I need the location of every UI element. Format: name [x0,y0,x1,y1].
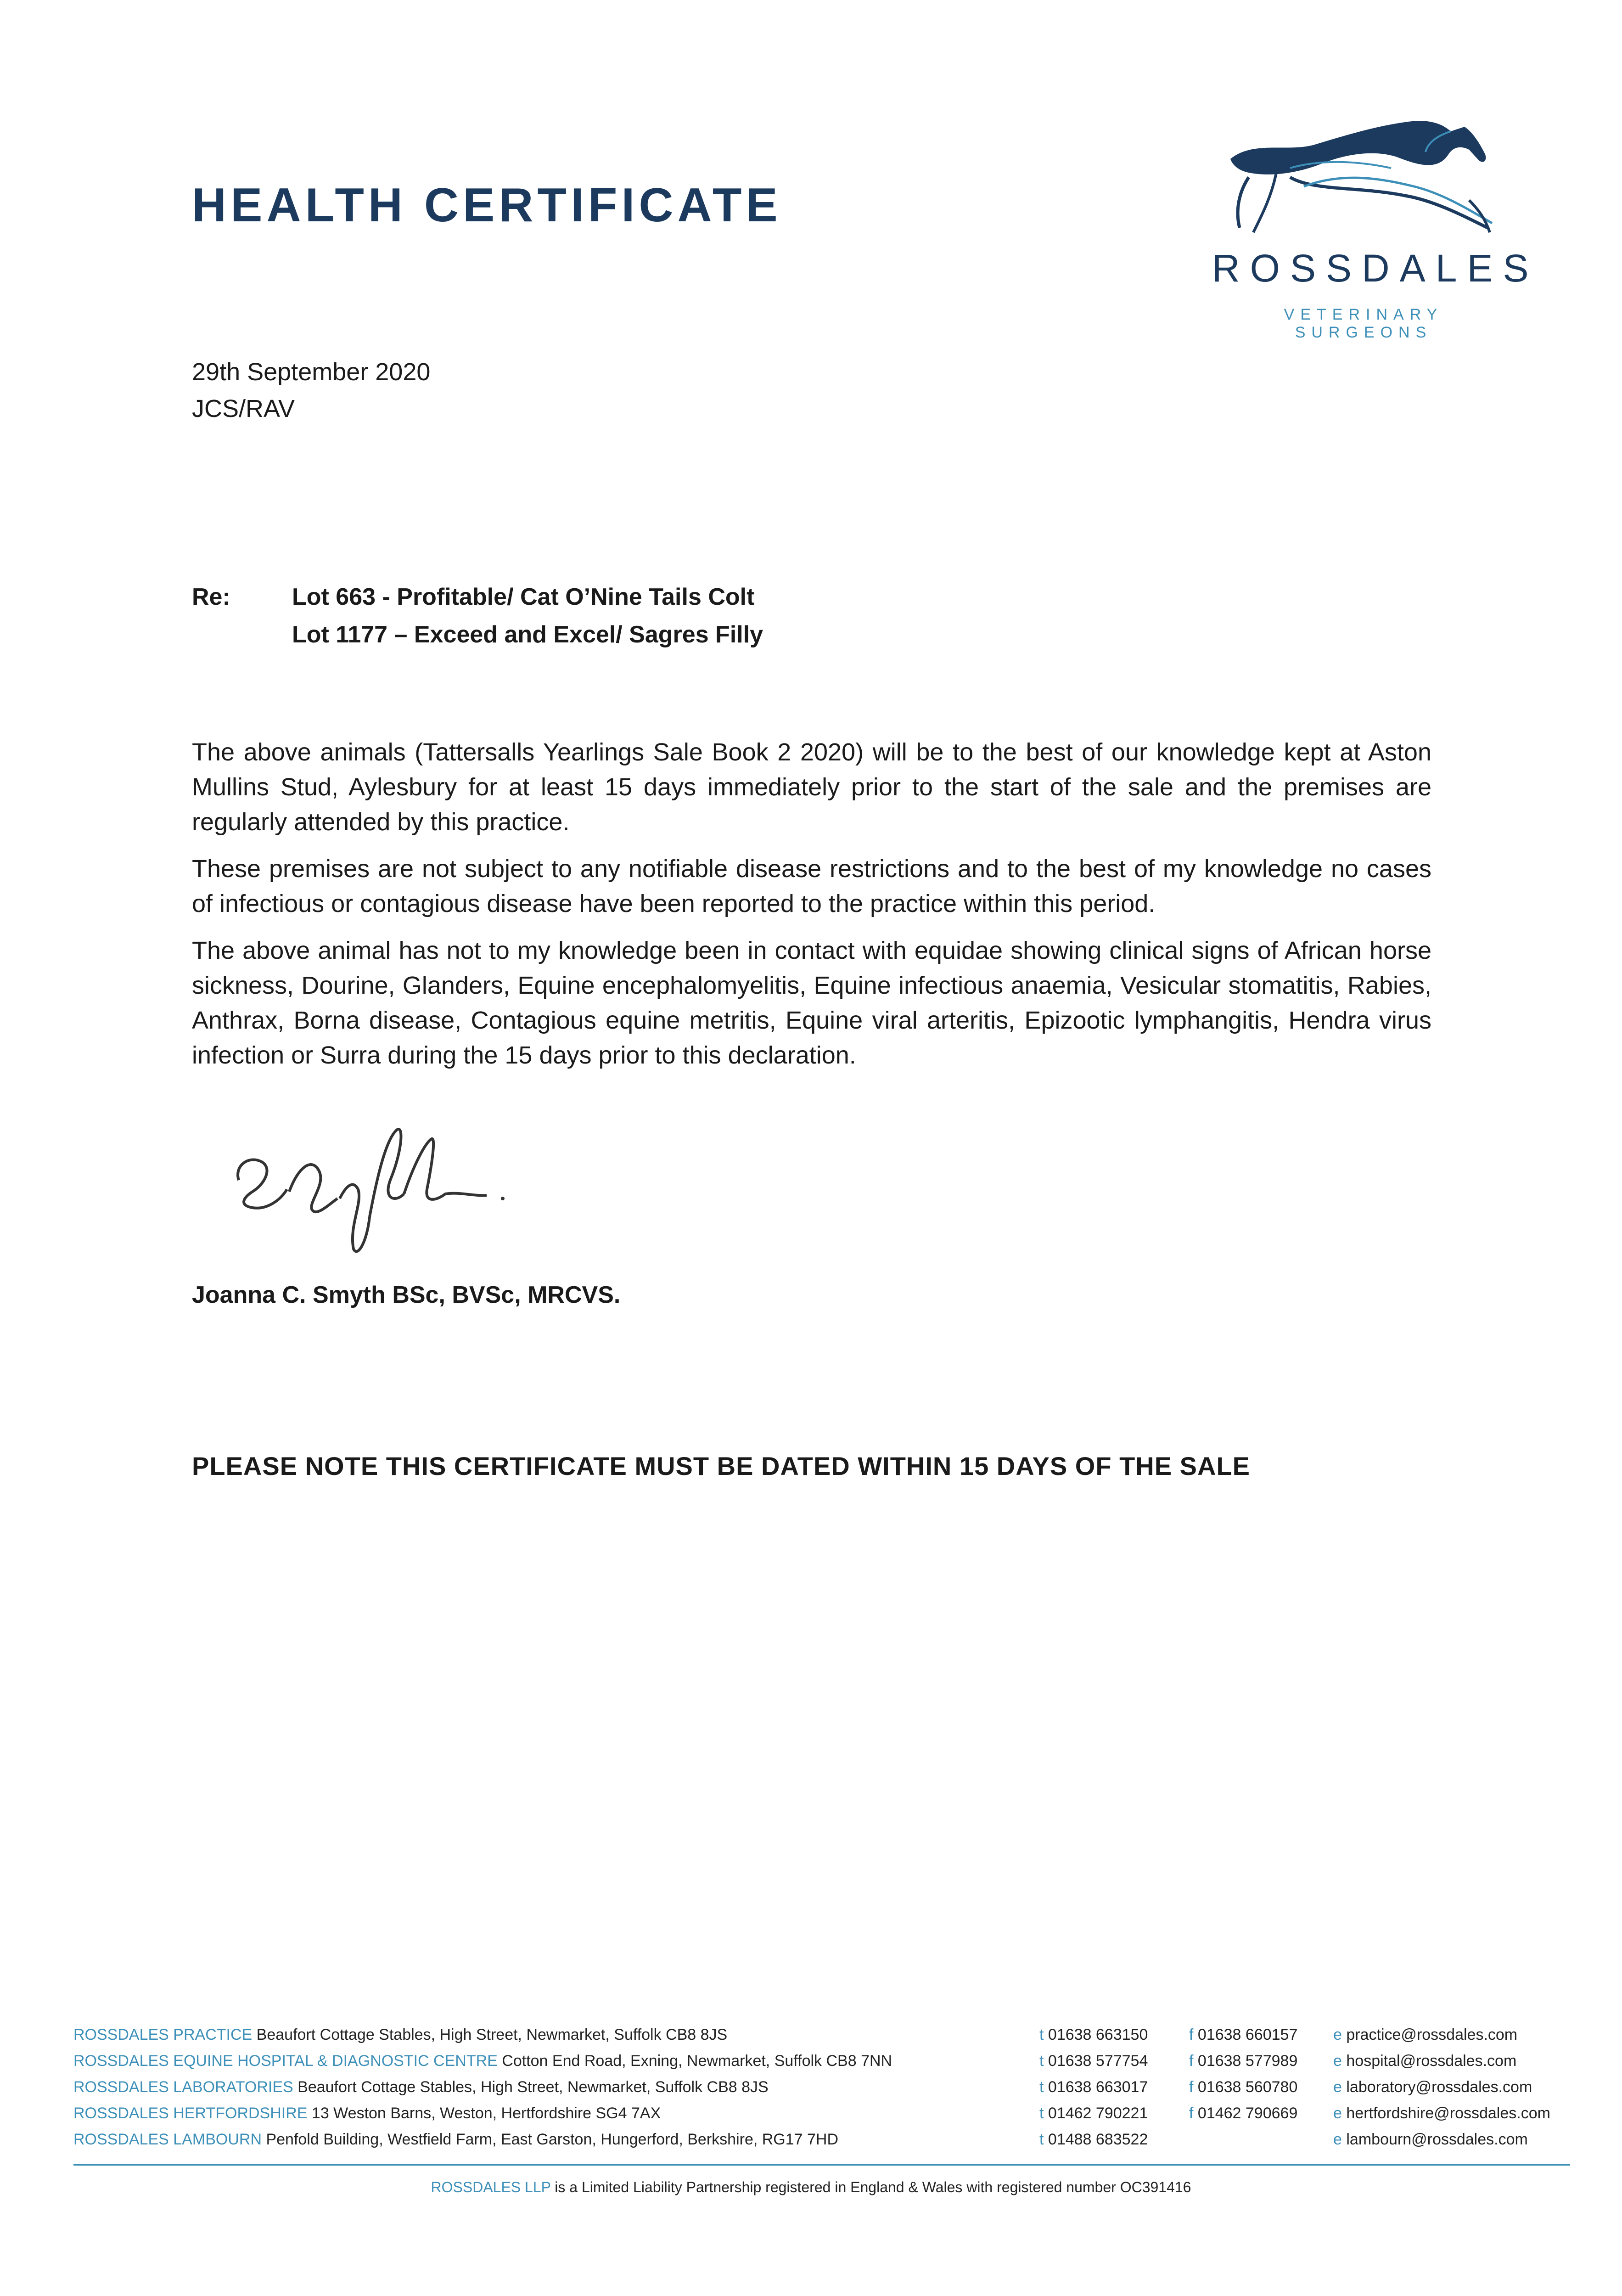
letter-meta [192,354,430,427]
branch-name: ROSSDALES EQUINE HOSPITAL & DIAGNOSTIC CENTRE [73,2052,498,2070]
branch-address: Beaufort Cottage Stables, High Street, Newmarket, Suffolk CB8 8JS [297,2078,769,2096]
branch-email: e laboratory@rossdales.com [1333,2078,1532,2096]
footer-divider [73,2164,1570,2166]
branch-fax: f 01638 577989 [1189,2052,1298,2070]
re-label: Re: [192,584,230,610]
branch-tel: t 01638 663150 [1039,2026,1148,2043]
lot-line: Lot 663 - Profitable/ Cat O’Nine Tails Colt [292,584,755,610]
branch-email: e lambourn@rossdales.com [1333,2131,1528,2148]
branch-tel: t 01462 790221 [1039,2105,1148,2122]
body-paragraph: These premises are not subject to any notifiable disease restrictions and to the best of my knowledge no cases of infectious or contagious disease have been reported to the practice within this period. [192,855,1431,917]
logo-tagline: VETERINARY SURGEONS [1284,306,1443,341]
footer-row [73,2052,1570,2078]
logo-wordmark: ROSSDALES [1212,247,1539,290]
lot-line: Lot 1177 – Exceed and Excel/ Sagres Filly [292,621,763,648]
letter-date: 29th September 2020 [192,358,431,386]
body-paragraph: The above animals (Tattersalls Yearlings Sale Book 2 2020) will be to the best of our knowledge kept at Aston Mullins Stud, Aylesbury for at least 15 days immediately prior to the start of the sale and the premises are regularly attended by this practice. [192,738,1431,836]
galloping-horse-logo-icon [1221,108,1506,246]
branch-address: Beaufort Cottage Stables, High Street, Newmarket, Suffolk CB8 8JS [256,2026,728,2043]
llp-registration [0,2179,1622,2196]
branch-name: ROSSDALES HERTFORDSHIRE [73,2105,308,2122]
rossdales-logo [1203,108,1539,341]
letter-reference: JCS/RAV [192,395,295,422]
footer-row [73,2078,1570,2105]
branch-name: ROSSDALES PRACTICE [73,2026,253,2043]
branch-name: ROSSDALES LABORATORIES [73,2078,293,2096]
llp-name: ROSSDALES LLP [431,2179,551,2195]
footer-row [73,2131,1570,2157]
branch-fax: f 01638 660157 [1189,2026,1298,2043]
certificate-title: HEALTH CERTIFICATE [192,179,782,232]
branch-tel: t 01638 663017 [1039,2078,1148,2096]
branch-tel: t 01488 683522 [1039,2131,1148,2148]
body-paragraph: The above animal has not to my knowledge been in contact with equidae showing clinical signs of African horse sickness, Dourine, Glanders, Equine encephalomyelitis, Equine infectious anaemia, Vesicular stomatitis, Rabies, Anthrax, Borna disease, Contagious equine metritis, Equine viral arteritis, Epizootic lymphangitis, Hendra virus infection or Surra during the 15 days prior to this declaration. [192,937,1431,1069]
signer-name: Joanna C. Smyth BSc, BVSc, MRCVS. [192,1282,621,1308]
branch-email: e practice@rossdales.com [1333,2026,1518,2043]
certificate-body [192,735,1431,1085]
footer-row [73,2105,1570,2131]
branch-address: Penfold Building, Westfield Farm, East Garston, Hungerford, Berkshire, RG17 7HD [266,2131,839,2148]
llp-text: is a Limited Liability Partnership registered in England & Wales with registered number OC391416 [555,2179,1191,2195]
handwritten-signature [220,1111,514,1265]
branch-name: ROSSDALES LAMBOURN [73,2131,262,2148]
branch-fax: f 01462 790669 [1189,2105,1298,2122]
branch-email: e hertfordshire@rossdales.com [1333,2105,1550,2122]
branch-fax: f 01638 560780 [1189,2078,1298,2096]
footer-contacts [73,2026,1570,2157]
dating-notice: PLEASE NOTE THIS CERTIFICATE MUST BE DATED WITHIN 15 DAYS OF THE SALE [192,1452,1251,1480]
branch-email: e hospital@rossdales.com [1333,2052,1517,2070]
branch-tel: t 01638 577754 [1039,2052,1148,2070]
footer-row [73,2026,1570,2052]
branch-address: 13 Weston Barns, Weston, Hertfordshire SG4 7AX [311,2105,661,2122]
branch-address: Cotton End Road, Exning, Newmarket, Suffolk CB8 7NN [502,2052,892,2070]
